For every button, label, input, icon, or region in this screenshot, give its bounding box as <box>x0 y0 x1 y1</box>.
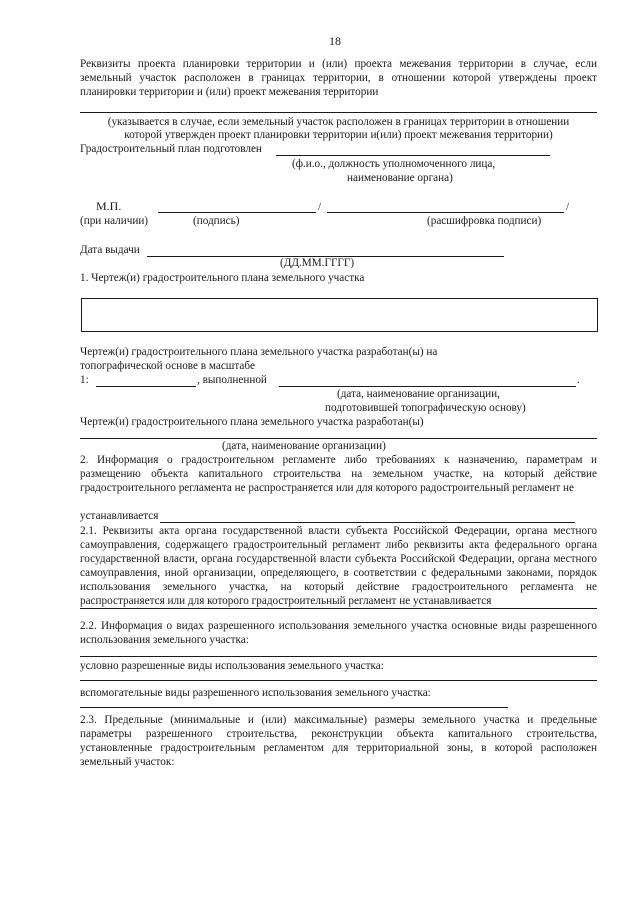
drawing-developed-line-1: Чертеж(и) градостроительного плана земельного участка разработан(ы) на <box>80 346 438 358</box>
drawing-developed-by: Чертеж(и) градостроительного плана земельного участка разработан(ы) <box>80 416 424 428</box>
section-2-text: 2. Информация о градостроительном регламенте либо требованиях к назначению, параметрам и размещению объекта капитального строительства на земельном участке, на который действие градостроительного регламента не распространяется или для которого радостроительный регламент не <box>80 454 597 494</box>
drawing-developed-line-2: топографической основе в масштабе <box>80 360 255 372</box>
section-2-1-fill-line[interactable] <box>80 608 597 609</box>
stamp-hint: (при наличии) <box>80 215 149 227</box>
date-format-hint: (ДД.ММ.ГГГГ) <box>280 257 355 269</box>
auxiliary-uses-fill-line[interactable] <box>80 707 508 708</box>
page-number: 18 <box>329 34 341 48</box>
scale-prefix: 1: <box>80 374 89 386</box>
section-2-fill-line[interactable] <box>160 522 575 523</box>
section-1-title: 1. Чертеж(и) градостроительного плана земельного участка <box>80 272 365 284</box>
drawing-box[interactable] <box>81 298 598 332</box>
requisites-fill-line[interactable] <box>80 112 597 113</box>
signature-decode-hint: (расшифровка подписи) <box>427 215 542 227</box>
section-2-2-text: 2.2. Информация о видах разрешенного использования земельного участка основные виды разрешенного использования земельного участка: <box>80 620 597 646</box>
official-hint-2: наименование органа) <box>347 172 453 184</box>
signature-decode-line[interactable] <box>327 212 564 213</box>
conditional-uses-fill-line[interactable] <box>80 680 597 681</box>
official-hint-1: (ф.и.о., должность уполномоченного лица, <box>292 158 496 170</box>
topo-hint-2: подготовившей топографическую основу) <box>325 402 526 414</box>
main-uses-fill-line[interactable] <box>80 656 597 657</box>
requisites-project-text: Реквизиты проекта планировки территории и (или) проекта межевания территории в случае, если земельный участок расположен в границах территории, в отношении которой утверждены проект планировки территории и (или) проект межевания территории <box>80 58 597 98</box>
performed-end-dot: . <box>577 374 580 386</box>
conditional-uses-label: условно разрешенные виды использования земельного участка: <box>80 660 384 672</box>
stamp-label: М.П. <box>96 199 122 213</box>
performed-label: , выполненной <box>197 374 267 386</box>
auxiliary-uses-label: вспомогательные виды разрешенного использования земельного участка: <box>80 687 431 699</box>
issue-date-label: Дата выдачи <box>80 244 140 256</box>
scale-fill-line[interactable] <box>96 386 196 387</box>
signature-line[interactable] <box>158 212 316 213</box>
section-2-3-text: 2.3. Предельные (минимальные и (или) максимальные) размеры земельного участка и предельные параметры разрешенного строительства, реконструкции объекта капитального строительства, установленные градостроительным регламентом для территориальной зоны, в которой расположен земельный участок: <box>80 714 597 768</box>
signature-hint: (подпись) <box>193 215 240 227</box>
slash-1: / <box>318 201 322 213</box>
topo-hint-1: (дата, наименование организации, <box>337 388 500 400</box>
section-2-tail: устанавливается <box>80 510 159 522</box>
section-2-1-text: 2.1. Реквизиты акта органа государственной власти субъекта Российской Федерации, органа местного самоуправления, содержащего градостроительный регламент либо реквизиты акта федерального органа государственной власти, органа государственной власти субъекта Российской Федерации, органа местного самоуправления, иной организации, определяющего, в соответствии с федеральными законами, порядок использования земельного участка, на который действие градостроительного регламента не распространяется или для которого градостроительный регламент не устанавливается <box>80 525 597 607</box>
org-date-hint: (дата, наименование организации) <box>222 440 386 452</box>
requisites-hint-1: (указывается в случае, если земельный участок расположен в границах территории в отношении <box>107 116 570 128</box>
requisites-hint-2: которой утвержден проект планировки территории и(или) проект межевания территории) <box>124 129 553 141</box>
slash-2: / <box>566 201 570 213</box>
official-fill-line[interactable] <box>276 155 550 156</box>
plan-prepared-label: Градостроительный план подготовлен <box>80 143 262 155</box>
